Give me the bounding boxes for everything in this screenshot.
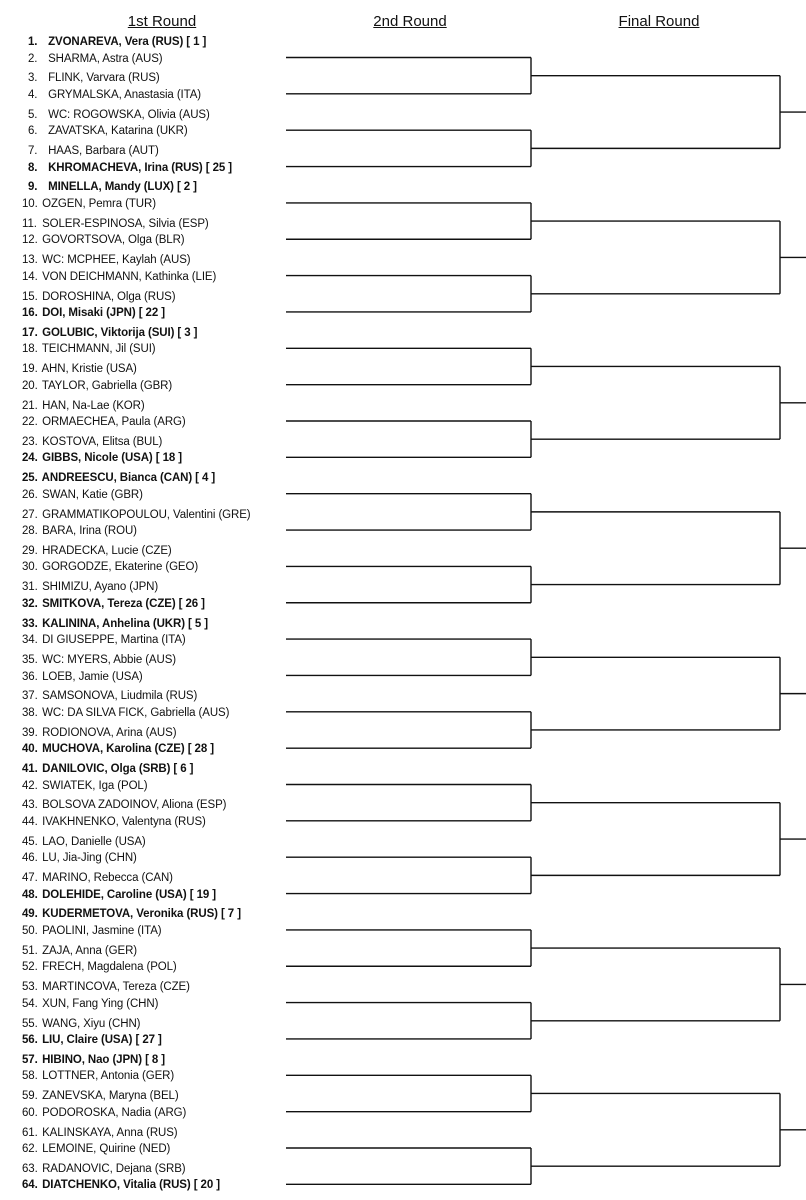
player-name: LAO, Danielle (USA) [39,835,146,848]
player-name: ORMAECHEA, Paula (ARG) [39,416,186,428]
player-name: SWAN, Katie (GBR) [39,488,143,501]
player-name: WC: ROGOWSKA, Olivia (AUS) [45,108,210,121]
player-name: TAYLOR, Gabriella (GBR) [39,379,173,392]
player-number: 63. [22,1162,38,1175]
player-number: 12. [22,234,38,247]
player-number: 53. [22,981,38,994]
player-number: 38. [22,706,38,719]
player-name: DIATCHENKO, Vitalia (RUS) [ 20 ] [39,1179,220,1192]
player-number: 23. [22,435,38,448]
player-name: GORGODZE, Ekaterine (GEO) [39,561,199,574]
player-name: GIBBS, Nicole (USA) [ 18 ] [39,452,182,465]
player-name: TEICHMANN, Jil (SUI) [39,343,156,356]
player-name: GOVORTSOVA, Olga (BLR) [39,234,185,247]
player-number: 14. [22,270,38,283]
player-name: KALININA, Anhelina (UKR) [ 5 ] [39,617,208,630]
round-header-final: Final Round [618,13,700,30]
player-name: WC: MCPHEE, Kaylah (AUS) [39,254,191,267]
player-number: 43. [22,799,38,812]
player-name: FLINK, Varvara (RUS) [45,72,160,85]
player-name: GOLUBIC, Viktorija (SUI) [ 3 ] [39,326,198,339]
player-name: KHROMACHEVA, Irina (RUS) [ 25 ] [45,161,232,174]
player-name: PAOLINI, Jasmine (ITA) [39,924,162,937]
player-name: LEMOINE, Quirine (NED) [39,1143,171,1155]
player-name: WANG, Xiyu (CHN) [39,1017,141,1030]
player-number: 27. [22,508,38,521]
player-name: IVAKHNENKO, Valentyna (RUS) [39,815,206,828]
player-name: RODIONOVA, Arina (AUS) [39,726,177,739]
player-name: MARINO, Rebecca (CAN) [39,872,173,885]
player-name: SHIMIZU, Ayano (JPN) [39,581,159,594]
player-number: 5. [28,108,38,121]
player-name: DI GIUSEPPE, Martina (ITA) [39,634,186,647]
player-number: 35. [22,654,38,666]
player-number: 26. [22,488,38,501]
player-name: BOLSOVA ZADOINOV, Aliona (ESP) [39,799,227,812]
player-name: VON DEICHMANN, Kathinka (LIE) [39,270,217,283]
player-number: 10. [22,197,38,210]
player-number: 15. [22,290,38,303]
player-name: DOI, Misaki (JPN) [ 22 ] [39,307,165,319]
player-number: 4. [28,88,38,101]
player-number: 18. [22,343,38,356]
player-name: OZGEN, Pemra (TUR) [39,197,156,210]
player-number: 49. [22,908,38,921]
player-number: 55. [22,1017,38,1030]
player-number: 59. [22,1090,38,1103]
player-name: DANILOVIC, Olga (SRB) [ 6 ] [39,763,194,775]
player-name: AHN, Kristie (USA) [39,363,137,376]
player-number: 64. [22,1179,38,1192]
player-name: RADANOVIC, Dejana (SRB) [39,1162,186,1175]
player-name: HIBINO, Nao (JPN) [ 8 ] [39,1053,166,1066]
player-number: 13. [22,254,38,267]
player-number: 44. [22,815,38,828]
player-number: 51. [22,944,38,957]
player-name: ANDREESCU, Bianca (CAN) [ 4 ] [39,472,216,485]
player-name: GRAMMATIKOPOULOU, Valentini (GRE) [39,508,251,521]
player-name: ZAJA, Anna (GER) [39,944,137,957]
player-number: 11. [22,217,37,230]
player-name: MUCHOVA, Karolina (CZE) [ 28 ] [39,743,214,756]
player-name: LOEB, Jamie (USA) [39,670,143,683]
player-number: 24. [22,452,38,465]
player-number: 57. [22,1053,38,1066]
round-header-2nd: 2nd Round [373,13,447,30]
player-number: 41. [22,763,38,775]
player-number: 3. [28,72,38,85]
player-number: 9. [28,181,38,194]
player-name: KOSTOVA, Elitsa (BUL) [39,435,163,448]
player-name: DOLEHIDE, Caroline (USA) [ 19 ] [39,888,216,901]
player-number: 7. [28,145,38,158]
player-number: 25. [22,472,38,485]
player-name: WC: DA SILVA FICK, Gabriella (AUS) [39,706,230,719]
player-name: SAMSONOVA, Liudmila (RUS) [39,690,198,703]
player-name: ZAVATSKA, Katarina (UKR) [45,125,188,138]
round-header-1st: 1st Round [127,13,197,30]
player-name: PODOROSKA, Nadia (ARG) [39,1106,187,1119]
player-number: 48. [22,888,38,901]
player-name: MINELLA, Mandy (LUX) [ 2 ] [45,181,197,194]
player-number: 47. [22,872,38,885]
player-number: 22. [22,416,38,428]
player-name: LU, Jia-Jing (CHN) [39,852,137,865]
player-name: SOLER-ESPINOSA, Silvia (ESP) [39,217,209,230]
player-number: 21. [22,399,38,412]
player-name: SHARMA, Astra (AUS) [45,52,163,65]
player-name: KUDERMETOVA, Veronika (RUS) [ 7 ] [39,908,241,921]
player-number: 8. [28,161,38,174]
player-number: 20. [22,379,38,392]
player-name: LOTTNER, Antonia (GER) [39,1070,175,1083]
player-number: 34. [22,634,38,647]
player-number: 42. [22,779,38,792]
player-number: 1. [28,36,38,48]
player-number: 58. [22,1070,38,1083]
player-name: FRECH, Magdalena (POL) [39,961,177,974]
player-name: ZVONAREVA, Vera (RUS) [ 1 ] [45,36,207,48]
player-number: 30. [22,561,38,574]
player-number: 31. [22,581,38,594]
player-number: 19. [22,363,38,376]
player-name: ZANEVSKA, Maryna (BEL) [39,1090,179,1103]
player-name: HAAS, Barbara (AUT) [45,145,159,158]
player-number: 36. [22,670,38,683]
player-name: HAN, Na-Lae (KOR) [39,399,145,412]
player-name: SWIATEK, Iga (POL) [39,779,148,792]
player-number: 39. [22,726,38,739]
player-number: 33. [22,617,38,630]
player-number: 32. [22,597,38,610]
player-name: LIU, Claire (USA) [ 27 ] [39,1034,162,1046]
player-name: WC: MYERS, Abbie (AUS) [39,654,177,666]
player-number: 52. [22,961,38,974]
player-name: KALINSKAYA, Anna (RUS) [39,1126,178,1139]
player-number: 2. [28,52,38,65]
player-number: 37. [22,690,38,703]
player-number: 16. [22,307,38,319]
player-number: 50. [22,924,38,937]
player-number: 60. [22,1106,38,1119]
player-name: MARTINCOVA, Tereza (CZE) [39,981,190,994]
player-number: 61. [22,1126,38,1139]
player-name: SMITKOVA, Tereza (CZE) [ 26 ] [39,597,205,610]
player-number: 62. [22,1143,38,1155]
player-number: 46. [22,852,38,865]
player-number: 54. [22,997,38,1010]
player-number: 45. [22,835,38,848]
player-number: 6. [28,125,38,138]
player-number: 29. [22,544,38,557]
player-number: 17. [22,326,38,339]
player-name: BARA, Irina (ROU) [39,525,137,537]
player-name: DOROSHINA, Olga (RUS) [39,290,176,303]
player-name: XUN, Fang Ying (CHN) [39,997,159,1010]
player-name: GRYMALSKA, Anastasia (ITA) [45,88,202,101]
player-number: 56. [22,1034,38,1046]
player-name: HRADECKA, Lucie (CZE) [39,544,172,557]
player-number: 40. [22,743,38,756]
player-number: 28. [22,525,38,537]
